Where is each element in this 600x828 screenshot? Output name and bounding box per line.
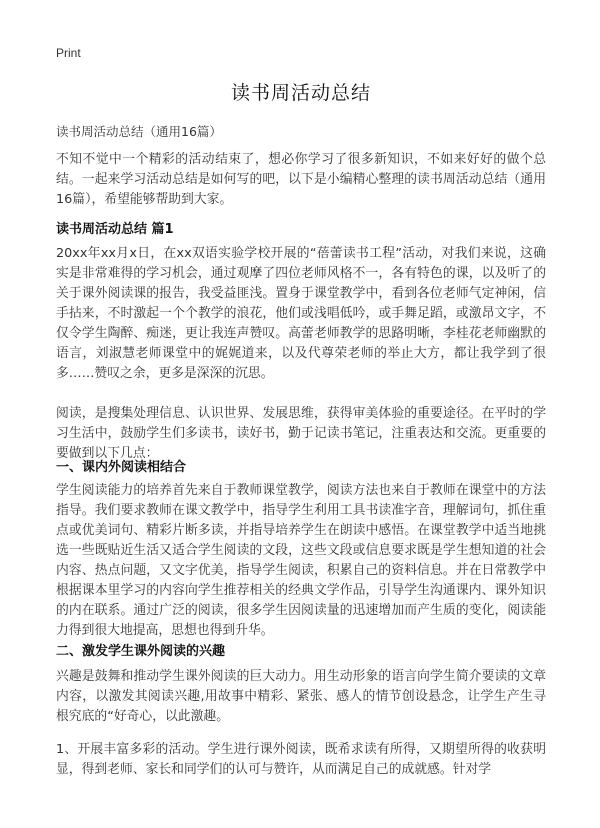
- document-subtitle: 读书周活动总结（通用16篇）: [56, 124, 222, 139]
- intro-paragraph: 不知不觉中一个精彩的活动结束了，想必你学习了很多新知识，不如来好好的做个总结。一起来学习活动总结是如何写的吧，以下是小编精心整理的读书周活动总结（通用16篇），希望能够帮助到大家。: [56, 152, 546, 207]
- paragraph-3: 学生阅读能力的培养首先来自于教师课堂教学，阅读方法也来自于教师在课堂中的方法指导。我们要求教师在课文教学中，指导学生利用工具书读准字音，理解词句，抓住重点或优美词句、精彩片断多读，并指导培养学生在朗读中感悟。在课堂教学中适当地挑选一些既贴近生活又适合学生阅读的文段，这些文段或信息要求既是学生想知道的社会内容、热点问题，又文字优美，指导学生阅读，积累自己的资料信息。并在日常教学中根据课本里学习的内容向学生推荐相关的经典文学作品，引导学生沟通课内、课外知识的内在联系。通过广泛的阅读，很多学生因阅读量的迅速增加而产生质的变化，阅读能力得到很大地提高，思想也得到升华。: [56, 483, 546, 638]
- print-link[interactable]: Print: [56, 46, 81, 60]
- paragraph-1: 20xx年xx月x日，在xx双语实验学校开展的“蓓蕾读书工程”活动，对我们来说，这确实是非常难得的学习机会，通过观摩了四位老师风格不一，各有特色的课，以及听了的关于课外阅读课的报告，我受益匪浅。置身于课堂教学中，看到各位老师气定神闲，信手拈来，不时激起一个个教学的浪花，他们或浅唱低吟，或手舞足蹈，或激昂文字，不仅令学生陶醉、痴迷，更让我连声赞叹。高蕾老师教学的思路明晰，李桂花老师幽默的语言，刘淑慧老师课堂中的娓娓道来，以及代尊荣老师的举止大方，都让我学到了很多……赞叹之余，更多是深深的沉思。: [56, 246, 546, 381]
- subheading-a: 一、课内外阅读相结合: [56, 460, 187, 475]
- paragraph-4: 兴趣是鼓舞和推动学生课外阅读的巨大动力。用生动形象的语言向学生简介要读的文章内容，以激发其阅读兴趣,用故事中精彩、紧张、感人的情节创设悬念，让学生产生寻根究底的“好奇心，以此激趣。: [56, 669, 546, 724]
- paragraph-5: 1、开展丰富多彩的活动。学生进行课外阅读，既希求读有所得，又期望所得的收获明显，得到老师、家长和同学们的认可与赞许，从而满足自己的成就感。针对学: [56, 742, 546, 777]
- document-title: 读书周活动总结: [230, 82, 371, 104]
- paragraph-2: 阅读，是搜集处理信息、认识世界、发展思维，获得审美体验的重要途径。在平时的学习生活中，鼓励学生们多读书，读好书，勤于记读书笔记，注重表达和交流。更重要的要做到以下几点：: [56, 406, 546, 461]
- section-heading-1: 读书周活动总结 篇1: [56, 222, 174, 237]
- subheading-b: 二、激发学生课外阅读的兴趣: [56, 644, 226, 659]
